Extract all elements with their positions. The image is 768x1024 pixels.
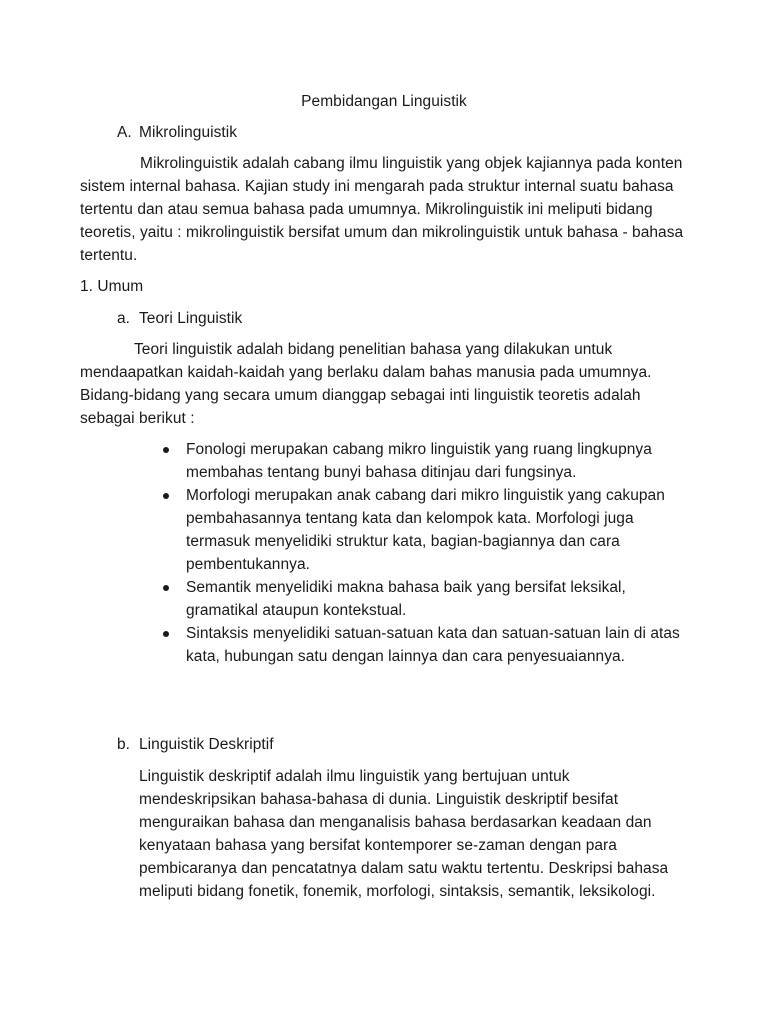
section-1-heading: 1. Umum [80,278,144,295]
subsection-b-paragraph: Linguistik deskriptif adalah ilmu linguistik yang bertujuan untuk mendeskripsikan bahasa-bahasa di dunia. Linguistik deskriptif besifat menguraikan bahasa dan menganalisis bahasa berdasarkan keadaan dan kenyataan bahasa yang bersifat kontemporer se-zaman dengan para pembicaranya dan pencatatnya dalam satu waktu tertentu. Deskripsi bahasa meliputi bidang fonetik, fonemik, morfologi, sintaksis, semantik, leksikologi. [139,768,669,900]
list-item-text: Morfologi merupakan anak cabang dari mikro linguistik yang cakupan pembahasannya tentang kata dan kelompok kata. Morfologi juga termasuk menyelidiki struktur kata, bagian-bagiannya dan cara pembentukannya. [186,487,665,573]
section-a-paragraph: Mikrolinguistik adalah cabang ilmu linguistik yang objek kajiannya pada konten sistem internal bahasa. Kajian study ini mengarah pada struktur internal suatu bahasa tertentu dan atau semua bahasa pada umumnya. Mikrolinguistik ini meliputi bidang teoretis, yaitu : mikrolinguistik bersifat umum dan mikrolinguistik untuk bahasa - bahasa tertentu. [80,155,684,264]
bullet-icon [163,585,169,591]
bullet-icon [163,631,169,637]
subsection-a-title: Teori Linguistik [139,310,243,327]
list-item [160,484,680,576]
subsection-a-paragraph: Teori linguistik adalah bidang penelitian bahasa yang dilakukan untuk mendaapatkan kaidah-kaidah yang berlaku dalam bahas manusia pada umumnya. Bidang-bidang yang secara umum dianggap sebagai inti linguistik teoretis adalah sebagai berikut : [80,341,652,427]
subsection-b-heading [117,733,274,756]
section-a-heading [117,121,237,144]
bullet-list [160,438,680,668]
list-item [160,622,680,668]
subsection-a-marker: a. [117,310,131,327]
list-item-text: Semantik menyelidiki makna bahasa baik yang bersifat leksikal, gramatikal ataupun kontekstual. [186,579,626,619]
subsection-b-title: Linguistik Deskriptif [139,736,274,753]
list-item-text: Fonologi merupakan cabang mikro linguistik yang ruang lingkupnya membahas tentang bunyi bahasa ditinjau dari fungsinya. [186,441,652,481]
section-a-marker: A. [117,124,132,141]
bullet-icon [163,493,169,499]
list-item-text: Sintaksis menyelidiki satuan-satuan kata dan satuan-satuan lain di atas kata, hubungan satu dengan lainnya dan cara penyesuaiannya. [186,625,680,665]
list-item [160,576,680,622]
document-title: Pembidangan Linguistik [301,93,467,110]
list-item [160,438,680,484]
subsection-b-marker: b. [117,736,131,753]
bullet-icon [163,447,169,453]
section-a-title: Mikrolinguistik [139,124,238,141]
subsection-a-heading [117,307,242,330]
